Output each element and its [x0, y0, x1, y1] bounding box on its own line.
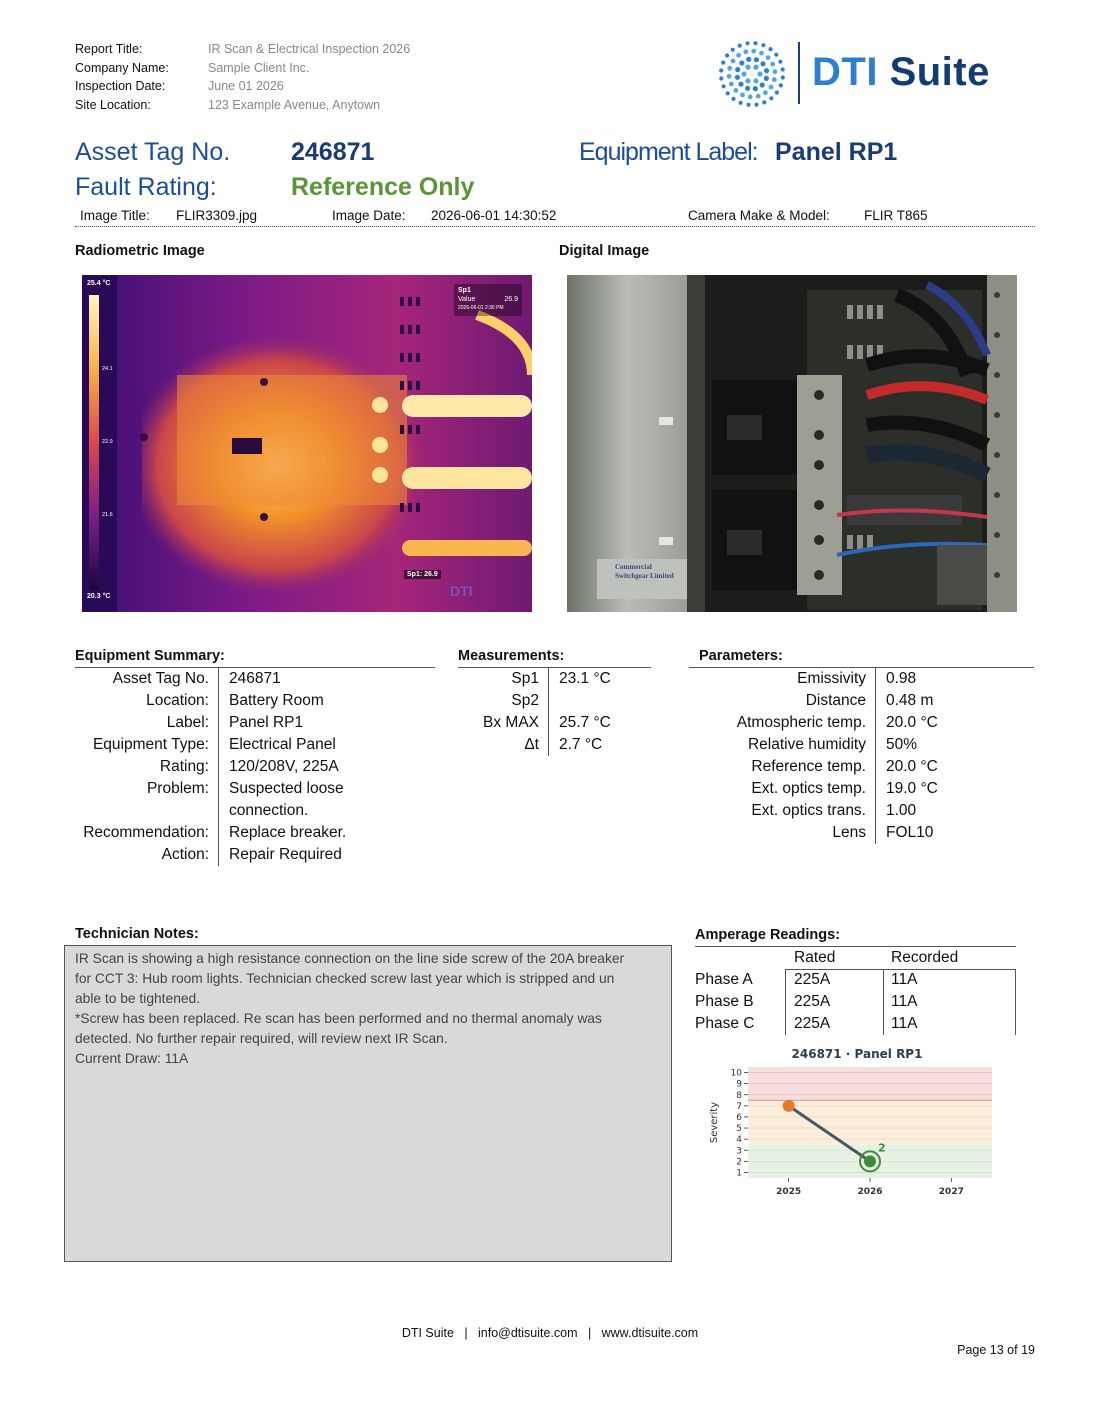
logo-dot [719, 68, 723, 72]
logo-dot [738, 82, 743, 87]
row-key: Distance [689, 690, 876, 712]
logo-dot [764, 76, 769, 81]
row-key: Δt [446, 734, 549, 756]
row-key: Location: [65, 690, 219, 712]
logo-dot [753, 65, 758, 70]
table-row [65, 800, 419, 822]
logo-dot [725, 53, 729, 57]
row-key: Atmospheric temp. [689, 712, 876, 734]
table-row [65, 690, 419, 712]
parameters-heading: Parameters: [689, 646, 1034, 668]
page-number: Page 13 of 19 [957, 1343, 1035, 1357]
row-value: 246871 [229, 670, 281, 687]
amperage-recorded: 11A [891, 971, 918, 988]
meta-label: Site Location: [75, 97, 151, 112]
camera-label: Camera Make & Model: [688, 208, 830, 223]
row-value: 0.48 m [886, 692, 934, 709]
row-key: Equipment Type: [65, 734, 219, 756]
note-line: able to be tightened. [75, 991, 201, 1006]
logo-dot [743, 49, 748, 54]
logo-dot [753, 78, 758, 83]
radiometric-heading: Radiometric Image [75, 243, 205, 259]
notes-heading: Technician Notes: [75, 926, 199, 942]
equipment-label-label: Equipment Label: [579, 138, 758, 166]
amperage-recorded: 11A [891, 1015, 918, 1032]
logo-divider [798, 42, 800, 104]
logo-suite: Suite [889, 50, 990, 94]
logo-dot [719, 76, 723, 80]
row-value: Electrical Panel [229, 736, 336, 753]
logo-dot [781, 75, 785, 79]
meta-value: IR Scan & Electrical Inspection 2026 [208, 42, 411, 56]
logo-dot [751, 49, 756, 54]
logo-dot [721, 61, 725, 65]
logo-dot [772, 77, 777, 82]
table-row [689, 690, 1026, 712]
row-value: 2.7 °C [559, 736, 603, 753]
table-row [689, 822, 1026, 844]
y-tick-label: 6 [736, 1112, 742, 1123]
logo-dot [759, 51, 764, 56]
equipment-summary-heading: Equipment Summary: [75, 646, 435, 668]
ir-spot-box [454, 284, 522, 316]
table-row [65, 712, 419, 734]
y-tick-label: 3 [736, 1146, 742, 1157]
ir-spot-marker: Sp1: 26.9 [404, 570, 441, 579]
logo-dot [754, 103, 758, 107]
ir-spot-value: 26.9 [504, 296, 518, 303]
table-row [689, 734, 1026, 756]
amperage-row [695, 1013, 1016, 1035]
logo-dot [769, 85, 774, 90]
table-row [446, 668, 649, 690]
row-value: 120/208V, 225A [229, 758, 339, 775]
logo-dot [748, 95, 753, 100]
row-value: Suspected loose [229, 780, 344, 797]
row-value: 0.98 [886, 670, 917, 687]
x-tick-label: 2025 [776, 1187, 802, 1197]
y-axis-label: Severity [709, 1101, 720, 1144]
row-key: Problem: [65, 778, 219, 800]
amperage-header-row [695, 947, 1016, 969]
parameters-table [689, 668, 1026, 844]
chart-title: 246871 · Panel RP1 [791, 1047, 923, 1061]
logo-dot [754, 57, 759, 62]
y-tick-label: 1 [736, 1168, 742, 1179]
table-row [689, 756, 1026, 778]
row-key: Reference temp. [689, 756, 876, 778]
ir-watermark: DTI [450, 583, 473, 599]
x-tick-label: 2027 [938, 1187, 964, 1197]
logo-dot [763, 90, 768, 95]
y-tick-label: 4 [736, 1135, 742, 1146]
logo-dot [726, 91, 730, 95]
amperage-recorded: 11A [891, 993, 918, 1010]
camera-value: FLIR T865 [864, 208, 928, 223]
logo-dot [746, 103, 750, 107]
measurements-table [446, 668, 649, 756]
logo-dot [779, 83, 783, 87]
image-info-line [75, 206, 1035, 227]
row-key: Action: [65, 844, 219, 866]
logo-wordmark [812, 50, 990, 95]
table-row [65, 668, 419, 690]
amperage-phase: Phase C [695, 1015, 755, 1032]
logo-dot [739, 101, 743, 105]
row-key: Recommendation: [65, 822, 219, 844]
meta-value: 123 Example Avenue, Anytown [208, 97, 381, 112]
digital-heading: Digital Image [559, 243, 650, 259]
meta-row [75, 59, 410, 78]
asset-tag-label: Asset Tag No. [75, 138, 231, 166]
radiometric-image [82, 275, 532, 612]
fault-rating-value: Reference Only [291, 173, 475, 201]
logo-dot [757, 71, 762, 76]
meta-row [75, 40, 410, 59]
y-tick-label: 2 [736, 1157, 742, 1168]
report-meta [75, 40, 410, 114]
logo-dot [736, 53, 741, 58]
table-row [689, 712, 1026, 734]
logo-dot [761, 43, 765, 47]
ir-scale-min: 20.3 °C [87, 593, 111, 600]
logo-dot [773, 69, 778, 74]
table-row [65, 756, 419, 778]
logo-dot [781, 67, 785, 71]
logo-dot [740, 93, 745, 98]
meta-value: Sample Client Inc. [208, 60, 310, 75]
row-key: Asset Tag No. [65, 668, 219, 690]
logo-dot [727, 74, 732, 79]
table-row [446, 734, 649, 756]
logo-dot [770, 62, 775, 67]
row-value: 20.0 °C [886, 758, 938, 775]
table-row [65, 734, 419, 756]
logo-dot [766, 55, 771, 60]
fault-rating-label: Fault Rating: [75, 173, 217, 201]
note-line: Current Draw: 11A [75, 1051, 189, 1066]
nameplate-line: Commercial [615, 563, 652, 571]
footer-text: DTI Suite | info@dtisuite.com | www.dtisuite.com [401, 1326, 699, 1340]
logo-dot [745, 78, 750, 83]
logo-dot [722, 84, 726, 88]
measurements-heading: Measurements: [458, 646, 651, 668]
row-key [65, 800, 219, 822]
amperage-table [695, 947, 1016, 1035]
meta-label: Report Title: [75, 42, 143, 56]
logo-dot [760, 82, 765, 87]
data-point [864, 1155, 876, 1167]
table-row [65, 778, 419, 800]
logo-dot [745, 41, 749, 45]
digital-image [567, 275, 1017, 612]
logo-dot [739, 60, 744, 65]
y-tick-label: 7 [736, 1101, 742, 1112]
note-line: detected. No further repair required, will review next IR Scan. [75, 1031, 448, 1046]
logo-dot [734, 88, 739, 93]
row-value: 19.0 °C [886, 780, 938, 797]
ir-scale-tick: 21.6 [102, 512, 113, 518]
amperage-row [695, 991, 1016, 1013]
amperage-corner [695, 947, 785, 969]
logo-dti: DTI [812, 50, 878, 94]
image-title-value: FLIR3309.jpg [176, 208, 258, 223]
row-value: FOL10 [886, 824, 934, 841]
ir-spot-value-label: Value [458, 296, 476, 303]
row-value [549, 690, 649, 712]
ir-spot-row [458, 295, 518, 304]
amperage-rated: 225A [794, 1015, 831, 1032]
equipment-summary-table [65, 668, 419, 866]
amperage-body [695, 969, 1016, 1035]
y-tick-label: 9 [736, 1079, 742, 1090]
notes-box[interactable] [64, 945, 672, 1262]
row-key: Sp2 [446, 690, 549, 712]
ir-scale-tick: 22.9 [102, 439, 113, 445]
table-row [689, 668, 1026, 690]
y-tick-label: 8 [736, 1090, 742, 1101]
amperage-heading: Amperage Readings: [695, 925, 1016, 947]
logo-dot [735, 67, 740, 72]
amperage-rated: 225A [794, 993, 831, 1010]
logo-dot [735, 75, 740, 80]
row-key: Relative humidity [689, 734, 876, 756]
logo-dot [741, 71, 746, 76]
image-date-label: Image Date: [332, 208, 406, 223]
nameplate-line: Switchgear Limited [615, 572, 674, 580]
logo-dot [731, 59, 736, 64]
image-date-value: 2026-06-01 14:30:52 [431, 208, 557, 223]
row-value: Battery Room [229, 692, 324, 709]
table-row [65, 844, 419, 866]
logo-dot [745, 86, 750, 91]
table-row [689, 800, 1026, 822]
row-value: 20.0 °C [886, 714, 938, 731]
meta-row [75, 96, 410, 115]
row-value: 23.1 °C [559, 670, 611, 687]
row-key: Sp1 [446, 668, 549, 690]
amperage-row [695, 969, 1016, 991]
row-value: 25.7 °C [559, 714, 611, 731]
logo-dot [731, 97, 735, 101]
meta-row [75, 77, 410, 96]
logo-dot [764, 68, 769, 73]
logo-dot [731, 48, 735, 52]
meta-label: Company Name: [75, 60, 169, 75]
table-row [689, 778, 1026, 800]
x-tick-label: 2026 [857, 1187, 883, 1197]
logo-dot [762, 100, 766, 104]
logo-dot [775, 90, 779, 94]
y-tick-label: 10 [730, 1068, 742, 1079]
logo-dot [746, 57, 751, 62]
row-key: Ext. optics temp. [689, 778, 876, 800]
logo-dot [753, 41, 757, 45]
asset-tag-value: 246871 [291, 138, 375, 166]
logo-dot [760, 61, 765, 66]
table-row [446, 712, 649, 734]
ir-scale-tick: 24.1 [102, 366, 113, 372]
logo-dot [769, 96, 773, 100]
table-row [446, 690, 649, 712]
row-key: Emissivity [689, 668, 876, 690]
point-annotation: 2 [878, 1141, 886, 1155]
row-key: Ext. optics trans. [689, 800, 876, 822]
logo-dot [729, 82, 734, 87]
y-tick-label: 5 [736, 1124, 742, 1135]
amperage-col: Rated [794, 949, 836, 966]
amperage-rated: 225A [794, 971, 831, 988]
note-line: *Screw has been replaced. Re scan has been performed and no thermal anomaly was [75, 1011, 602, 1026]
logo-dot [745, 65, 750, 70]
row-value: connection. [229, 802, 309, 819]
row-key: Lens [689, 822, 876, 844]
meta-label: Inspection Date: [75, 79, 166, 94]
ir-spot-title: Sp1 [458, 287, 471, 294]
logo-dots-icon [714, 36, 794, 112]
note-line: for CCT 3: Hub room lights. Technician checked screw last year which is stripped and un [75, 971, 615, 986]
logo-dot [778, 60, 782, 64]
logo-dot [738, 44, 742, 48]
amperage-phase: Phase A [695, 971, 753, 988]
row-key: Bx MAX [446, 712, 549, 734]
table-row [65, 822, 419, 844]
amperage-phase: Phase B [695, 993, 754, 1010]
row-value: 50% [886, 736, 918, 753]
logo-dot [753, 86, 758, 91]
equipment-label-value: Panel RP1 [775, 138, 898, 166]
logo-dot [756, 94, 761, 99]
row-value: Panel RP1 [229, 714, 304, 731]
severity-chart [695, 1040, 1010, 1205]
data-point [783, 1100, 795, 1112]
row-value: Repair Required [229, 846, 342, 863]
logo-dot [774, 53, 778, 57]
ir-scale-max: 25.4 °C [87, 280, 111, 287]
image-title-label: Image Title: [80, 208, 150, 223]
row-key: Label: [65, 712, 219, 734]
logo-dot [727, 66, 732, 71]
row-key: Rating: [65, 756, 219, 778]
logo-dot [768, 47, 772, 51]
nameplate [615, 563, 674, 581]
meta-value: June 01 2026 [208, 79, 284, 94]
row-value: 1.00 [886, 802, 917, 819]
amperage-col: Recorded [891, 949, 959, 966]
row-value: Replace breaker. [229, 824, 347, 841]
note-line: IR Scan is showing a high resistance connection on the line side screw of the 20A breaker [75, 951, 625, 966]
ir-spot-time: 2026-06-01 2:30 PM [458, 305, 504, 311]
